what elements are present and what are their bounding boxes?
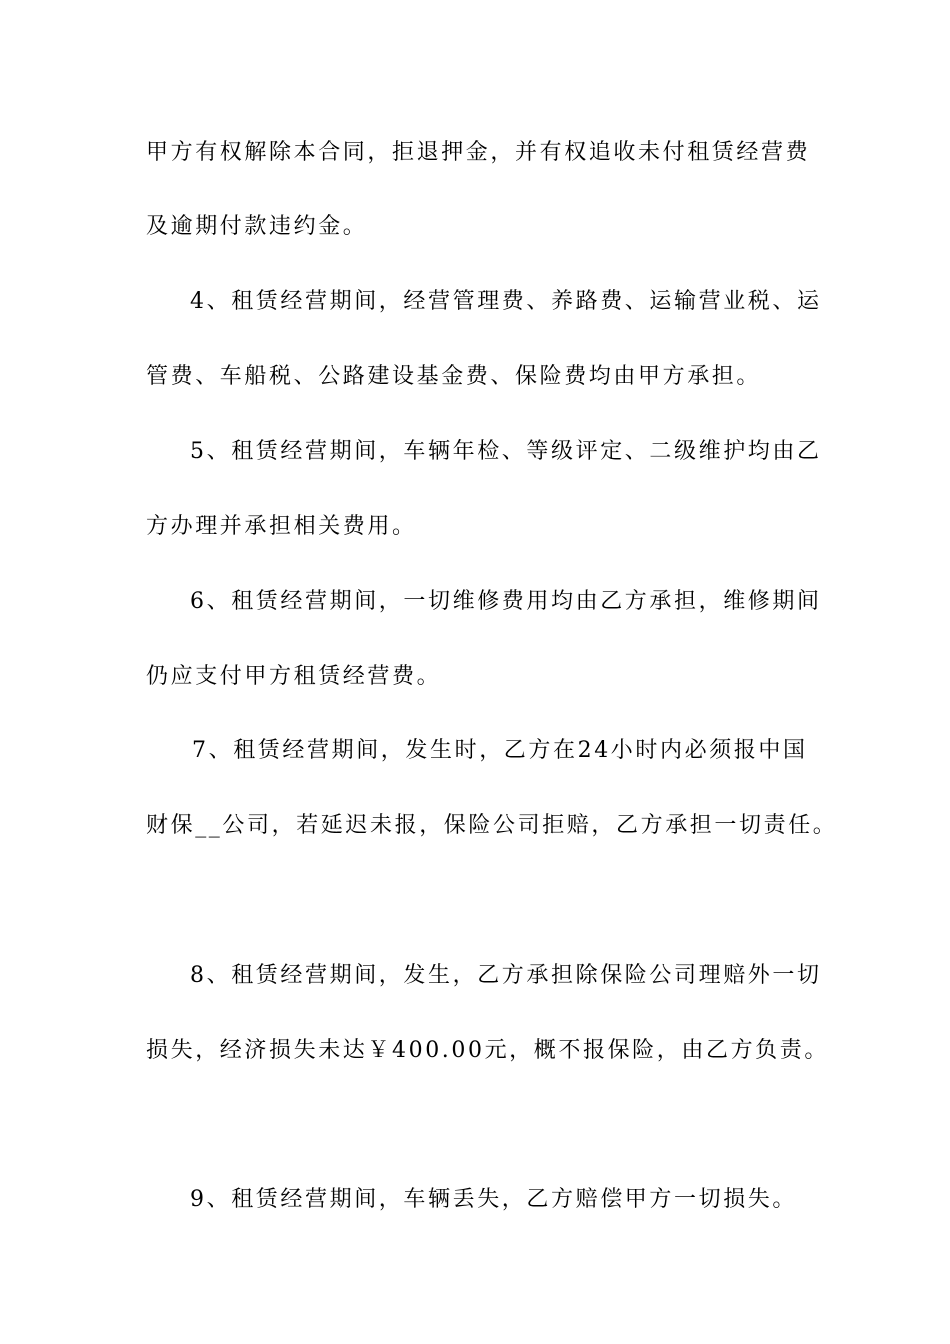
clause-8-line-2: 损失，经济损失未达￥400.00元，概不报保险，由乙方负责。 — [146, 1038, 829, 1063]
clause-7-line-2: 财保__公司，若延迟未报，保险公司拒赔，乙方承担一切责任。 — [146, 813, 838, 838]
clause-8-line-1: 8、租赁经营期间，发生，乙方承担除保险公司理赔外一切 — [190, 963, 822, 988]
clause-6-line-1: 6、租赁经营期间，一切维修费用均由乙方承担，维修期间 — [190, 589, 822, 614]
clause-7-line-1: 7、租赁经营期间，发生时，乙方在24小时内必须报中国 — [192, 738, 808, 763]
clause-4-line-2: 管费、车船税、公路建设基金费、保险费均由甲方承担。 — [146, 364, 762, 389]
clause-6-line-2: 仍应支付甲方租赁经营费。 — [146, 664, 442, 689]
text-line: 甲方有权解除本合同，拒退押金，并有权追收未付租赁经营费 — [146, 140, 811, 165]
clause-5-line-2: 方办理并承担相关费用。 — [146, 514, 417, 539]
clause-4-line-1: 4、租赁经营期间，经营管理费、养路费、运输营业税、运 — [190, 289, 822, 314]
clause-9-line-1: 9、租赁经营期间，车辆丢失，乙方赔偿甲方一切损失。 — [190, 1187, 797, 1212]
text-line: 及逾期付款违约金。 — [146, 214, 368, 239]
clause-5-line-1: 5、租赁经营期间，车辆年检、等级评定、二级维护均由乙 — [190, 439, 822, 464]
